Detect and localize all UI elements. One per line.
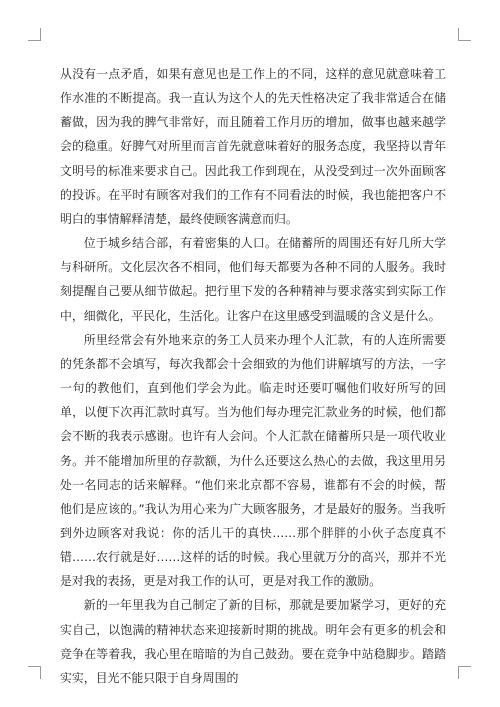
- crop-mark-bottom-right: [458, 666, 471, 679]
- crop-mark-top-right: [458, 28, 471, 41]
- document-body: [60, 62, 446, 690]
- paragraph-location: 位于城乡结合部，有着密集的人口。在储蓄所的周围还有好几所大学与科研所。文化层次各不相同，他们每天都要为各种不同的人服务。我时刻提醒自己要从细节做起。把行里下发的各种精神与要求落实到实际工作中，细微化，平民化，生活化。让客户在这里感受到温暖的含义是什么。: [60, 236, 446, 323]
- paragraph-remittance: 所里经常会有外地来京的务工人员来办理个人汇款，有的人连所需要的凭条都不会填写，每次我都会十会细致的为他们讲解填写的方法，一字一句的教他们，直到他们学会为此。临走时还要叮嘱他们收好所写的回单，以便下次再汇款时真写。当为他们每办理完汇款业务的时候，他们都会不断的我表示感谢。也许有人会问。个人汇款在储蓄所只是一项代收业务。并不能增加所里的存款额，为什么还要这么热心的去做，我这里用另处一名同志的话来解释。“他们来北京都不容易，谁都有不会的时候，帮他们是应该的。”我认为用心来为广大顾客服务，才是最好的服务。当我听到外边顾客对我说：你的活儿干的真快……那个胖胖的小伙子态度真不错……农行就是好……这样的话的时候。我心里就万分的高兴，那并不光是对我的表扬，更是对我工作的认可，更是对我工作的激励。: [60, 332, 446, 589]
- crop-mark-bottom-left: [28, 666, 41, 679]
- crop-mark-top-left: [28, 28, 41, 41]
- paragraph-service-attitude: 从没有一点矛盾，如果有意见也是工作上的不同，这样的意见就意味着工作水准的不断提高。我一直认为这个人的先天性格决定了我非常适合在储蓄做，因为我的脾气非常好，而且随着工作月历的增加，做事也越来越学会的稳重。好脾气对所里而言首先就意味着好的服务态度，我坚持以青年文明号的标准来要求自己。因此我工作到现在，从没受到过一次外面顾客的投诉。在平时有顾客对我们的工作有不同看法的时候，我也能把客户不明白的事情解释清楚，最终使顾客满意而归。: [60, 67, 446, 226]
- paragraph-new-year-goals: 新的一年里我为自己制定了新的目标，那就是要加紧学习，更好的充实自己，以饱满的精神状态来迎接新时期的挑战。明年会有更多的机会和竞争在等着我，我心里在暗暗的为自己鼓劲。要在竞争中站稳脚步。踏踏实实，目光不能只限于自身周围的: [60, 598, 446, 685]
